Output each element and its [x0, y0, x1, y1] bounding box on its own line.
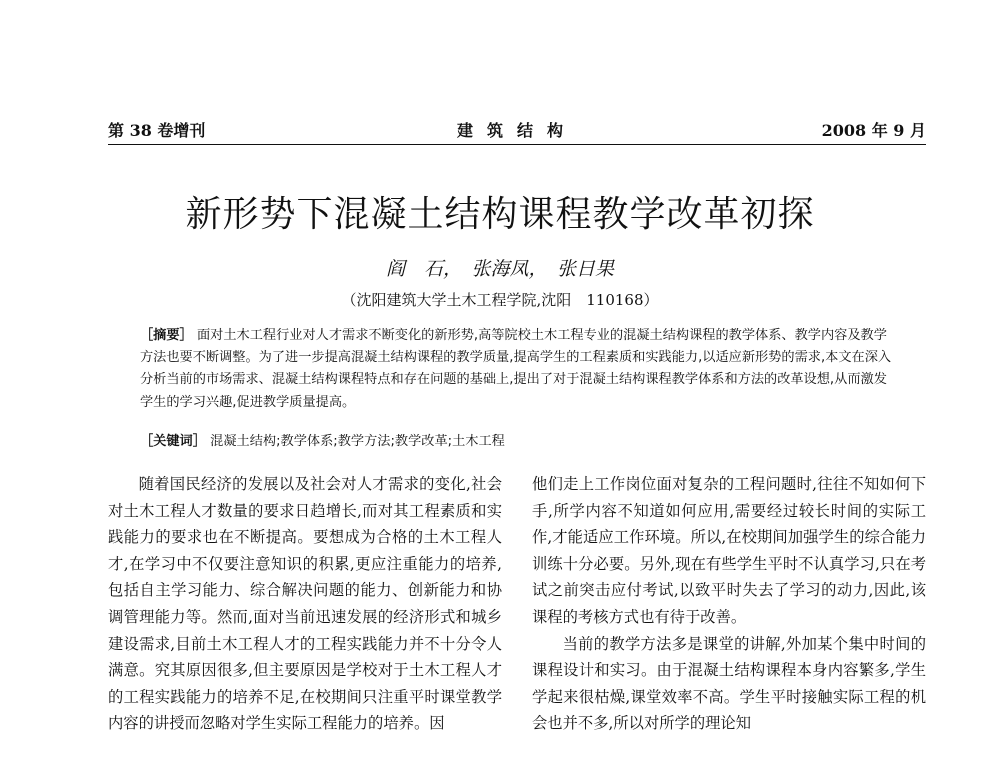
journal-name: 建筑结构	[456, 121, 577, 140]
affiliation: （沈阳建筑大学土木工程学院,沈阳 110168）	[341, 291, 659, 309]
keywords-label: ［关键词］	[140, 434, 206, 449]
body-paragraph: 当前的教学方法多是课堂的讲解,外加某个集中时间的课程设计和实习。由于混凝土结构课程本身内容繁多,学生学起来很枯燥,课堂效率不高。学生平时接触实际工程的机会也并不多,所以对所学的理论知	[532, 634, 926, 733]
keywords	[140, 431, 900, 453]
body-paragraph: 随着国民经济的发展以及社会对人才需求的变化,社会对土木工程人才数量的要求日趋增长,而对其工程素质和实践能力的要求也在不断提高。要想成为合格的土木工程人才,在学习中不仅要注意知识的积累,更应注重能力的培养,包括自主学习能力、综合解决问题的能力、创新能力和协调管理能力等。然而,面对当前迅速发展的经济形式和城乡建设需求,目前土木工程人才的工程实践能力并不十分令人满意。究其原因很多,但主要原因是学校对于土木工程人才的工程实践能力的培养不足,在校期间只注重平时课堂教学内容的讲授而忽略对学生实际工程能力的培养。因	[108, 475, 502, 733]
abstract-text: 面对土木工程行业对人才需求不断变化的新形势,高等院校土木工程专业的混凝土结构课程的教学体系、教学内容及教学方法也要不断调整。为了进一步提高混凝土结构课程的教学质量,提高学生的工程素质和实践能力,以适应新形势的需求,本文在深入分析当前的市场需求、混凝土结构课程特点和存在问题的基础上,提出了对于混凝土结构课程教学体系和方法的改革设想,从而激发学生的学习兴趣,促进教学质量提高。	[140, 328, 892, 410]
running-header	[108, 118, 926, 144]
keywords-text: 混凝土结构;教学体系;教学方法;教学改革;土木工程	[210, 434, 505, 449]
issue-date: 2008 年 9 月	[821, 121, 926, 140]
author-list: 阎 石， 张海凤， 张日果	[385, 258, 614, 280]
header-rule	[108, 144, 926, 145]
issue-label: 第 38 卷增刊	[108, 121, 206, 140]
abstract	[140, 325, 900, 414]
abstract-label: ［摘要］	[140, 328, 193, 343]
body-column-left	[108, 471, 502, 737]
paper-title: 新形势下混凝土结构课程教学改革初探	[185, 194, 815, 235]
body-column-right	[532, 471, 926, 737]
body-paragraph: 他们走上工作岗位面对复杂的工程问题时,往往不知如何下手,所学内容不知道如何应用,需要经过较长时间的实际工作,才能适应工作环境。所以,在校期间加强学生的综合能力训练十分必要。另外,现在有些学生平时不认真学习,只在考试之前突击应付考试,以致平时失去了学习的动力,因此,该课程的考核方式也有待于改善。	[532, 475, 926, 626]
